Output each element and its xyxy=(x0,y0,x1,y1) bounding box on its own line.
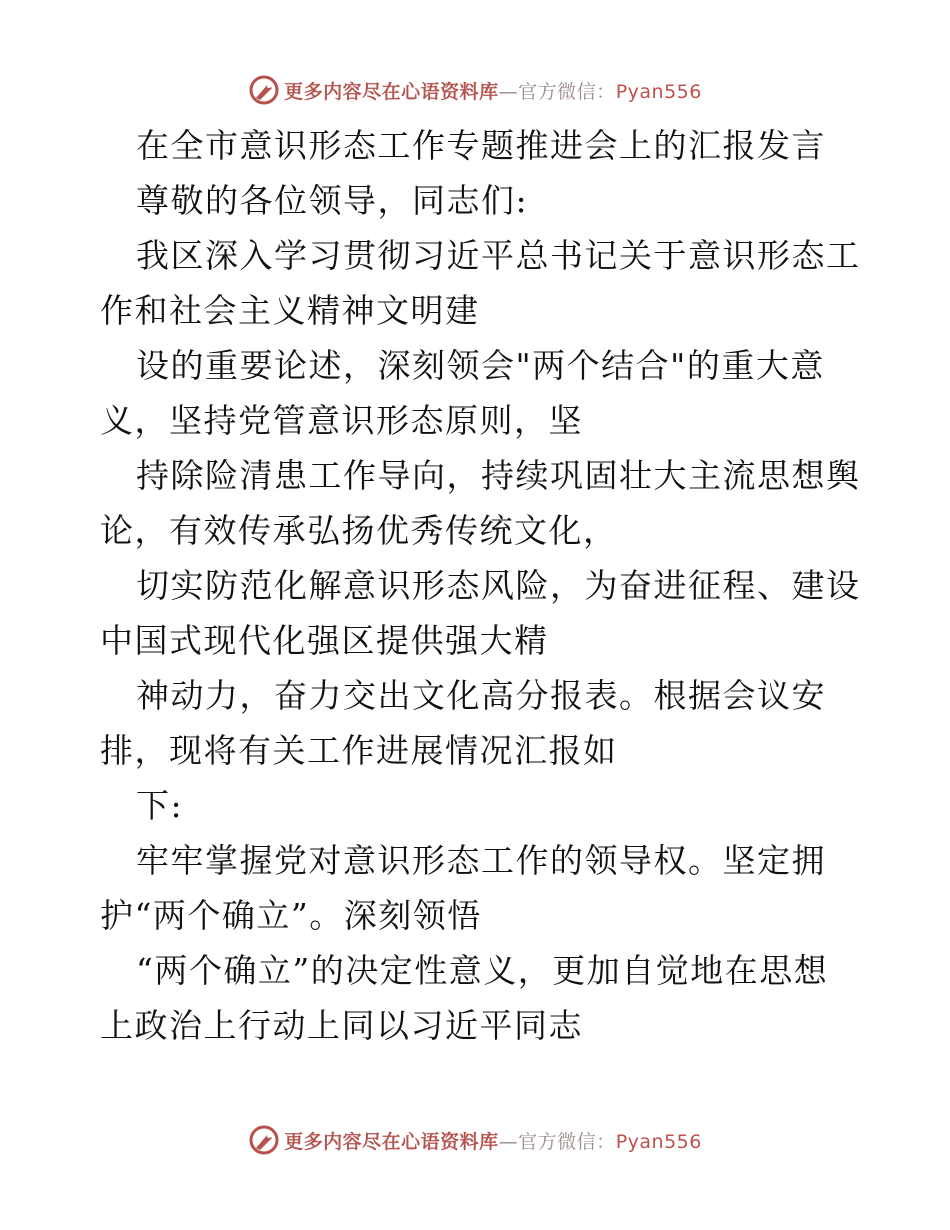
document-body xyxy=(100,118,860,1053)
watermark-official-label: 官方微信： xyxy=(518,1130,616,1153)
text-line: 牢牢掌握党对意识形态工作的领导权。坚定拥 xyxy=(136,841,826,880)
text-line: 切实防范化解意识形态风险，为奋进征程、建设 xyxy=(136,566,861,605)
watermark-dash: — xyxy=(498,80,519,103)
text-line: 持除险清患工作导向，持续巩固壮大主流思想舆 xyxy=(136,456,861,495)
header-watermark xyxy=(0,72,950,108)
footer-watermark xyxy=(0,1122,950,1158)
text-line: 论，有效传承弘扬优秀传统文化， xyxy=(100,511,618,550)
text-line: 下: xyxy=(136,786,184,825)
text-line: 护“两个确立”。深刻领悟 xyxy=(100,896,482,935)
pen-nib-logo-icon xyxy=(248,1124,280,1156)
watermark-id: Pyan556 xyxy=(615,1130,702,1153)
text-line: 义，坚持党管意识形态原则，坚 xyxy=(100,401,583,440)
watermark-main-text: 更多内容尽在心语资料库 xyxy=(284,1130,499,1153)
watermark-text xyxy=(284,77,702,104)
watermark-text xyxy=(284,1127,702,1154)
text-line: “两个确立”的决定性意义，更加自觉地在思想 xyxy=(136,951,829,990)
watermark-official-label: 官方微信： xyxy=(518,80,616,103)
text-line: 作和社会主义精神文明建 xyxy=(100,291,480,330)
text-line: 神动力，奋力交出文化高分报表。根据会议安 xyxy=(136,676,826,715)
watermark-main-text: 更多内容尽在心语资料库 xyxy=(284,80,499,103)
text-line: 排，现将有关工作进展情况汇报如 xyxy=(100,731,618,770)
text-line: 在全市意识形态工作专题推进会上的汇报发言 xyxy=(136,126,826,165)
text-line: 我区深入学习贯彻习近平总书记关于意识形态工 xyxy=(136,236,861,275)
watermark-id: Pyan556 xyxy=(615,80,702,103)
pen-nib-logo-icon xyxy=(248,74,280,106)
text-line: 中国式现代化强区提供强大精 xyxy=(100,621,549,660)
text-line: 尊敬的各位领导，同志们: xyxy=(136,181,529,220)
watermark-dash: — xyxy=(498,1130,519,1153)
text-line: 上政治上行动上同以习近平同志 xyxy=(100,1006,583,1045)
text-line: 设的重要论述，深刻领会"两个结合"的重大意 xyxy=(136,346,825,385)
